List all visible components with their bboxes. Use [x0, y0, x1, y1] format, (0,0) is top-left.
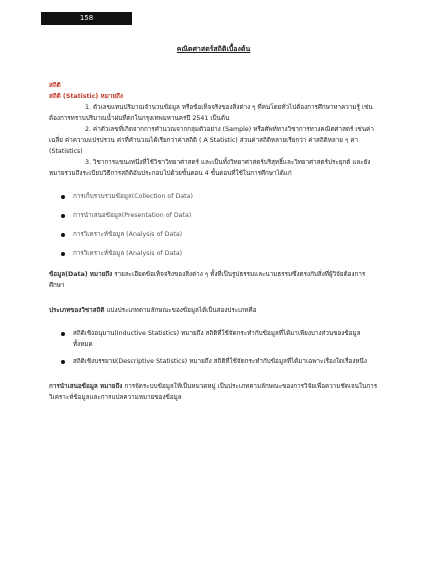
paragraph-2: 2. ค่าตัวเลขที่เกิดจากการคำนวณจากกลุ่มตัวอย่าง (Sample) หรือศัพท์ทางวิชาการทางคณิตศาสตร์ เช่นค่าเฉลี่ย ค่าความแปรปรวน ค่าที่คำนวณได้เรียกว่าค่าสถิติ ( A Statistic) ส่วนค่าสถิติหลายเรียกว่า ค่าสถิติหลาย ๆ ค่า (Statistics): [49, 126, 374, 155]
steps-list: [49, 191, 379, 259]
paragraph-3: 3. วิชาการแขนงหนึ่งที่ใช้วิชาวิทยาศาสตร์ และเป็นทั้งวิทยาศาสตร์บริสุทธิ์และวิทยาศาสตร์ประยุกต์ และยังหมายรวมถึงระเบียบวิธีการสถิติอันประกอบไปด้วยขั้นตอน 4 ขั้นตอนที่ใช้ในการศึกษาได้แก่: [49, 159, 371, 177]
data-term: ข้อมูล(Data) หมายถึง: [49, 271, 113, 278]
presentation-text: การจัดระบบข้อมูลให้เป็นหมวดหมู่ เป็นประเภทตามลักษณะของการวิจัยเพื่อความชัดเจนในการวิเคราะห์ข้อมูลและการแปลความหมายของข้อมูล: [49, 383, 378, 401]
paragraph-1: 1. ตัวเลขแทนปริมาณจำนวนข้อมูล หรือข้อเท็จจริงของสิ่งต่าง ๆ ที่คนโดยทั่วไปต้องการศึกษาหาความรู้ เช่นต้องการทราบปริมาณน้ำฝนที่ตกในกรุงเทพมหานครปี 2541 เป็นต้น: [49, 104, 373, 122]
document-body: [49, 80, 379, 403]
section-heading: สถิติ: [49, 82, 61, 89]
list-item: การวิเคราะห์ข้อมูล (Analysis of Data): [63, 229, 379, 240]
list-item: การวิเคราะห์ข้อมูล (Analysis of Data): [63, 248, 379, 259]
types-text: แบ่งประเภทตามลักษณะของข้อมูลได้เป็นสองประเภทคือ: [106, 307, 257, 314]
list-item: การเก็บรวบรวมข้อมูล(Collection of Data): [63, 191, 379, 202]
types-list: [49, 328, 379, 367]
page-number: 158: [41, 12, 132, 25]
presentation-term: การนำเสนอข้อมูล หมายถึง: [49, 383, 123, 390]
presentation-definition: [49, 381, 379, 403]
section-subheading: สถิติ (Statistic) หมายถึง: [49, 93, 123, 100]
data-definition: [49, 269, 379, 291]
types-definition: [49, 305, 379, 316]
types-term: ประเภทของวิชาสถิติ: [49, 307, 105, 314]
list-item: การนำเสนอข้อมูล(Presentation of Data): [63, 210, 379, 221]
list-item: สถิติเชิงบรรยาย(Descriptive Statistics) หมายถึง สถิติที่ใช้จัดกระทำกับข้อมูลที่ได้มาเฉพาะเรื่องใดเรื่องหนึ่ง: [63, 356, 379, 367]
data-text: รายละเอียดข้อเท็จจริงของสิ่งต่าง ๆ ทั้งที่เป็นรูปธรรมและนามธรรมซึ่งตรงกับสิ่งที่ผู้วิจัยต้องการศึกษา: [49, 271, 366, 289]
list-item: สถิติเชิงอนุมาน(Inductive Statistics) หมายถึง สถิติที่ใช้จัดกระทำกับข้อมูลที่ได้มาเพียงบางส่วนของข้อมูลทั้งหมด: [63, 328, 379, 350]
document-title: คณิตศาสตร์สถิติเบื้องต้น: [176, 45, 251, 53]
